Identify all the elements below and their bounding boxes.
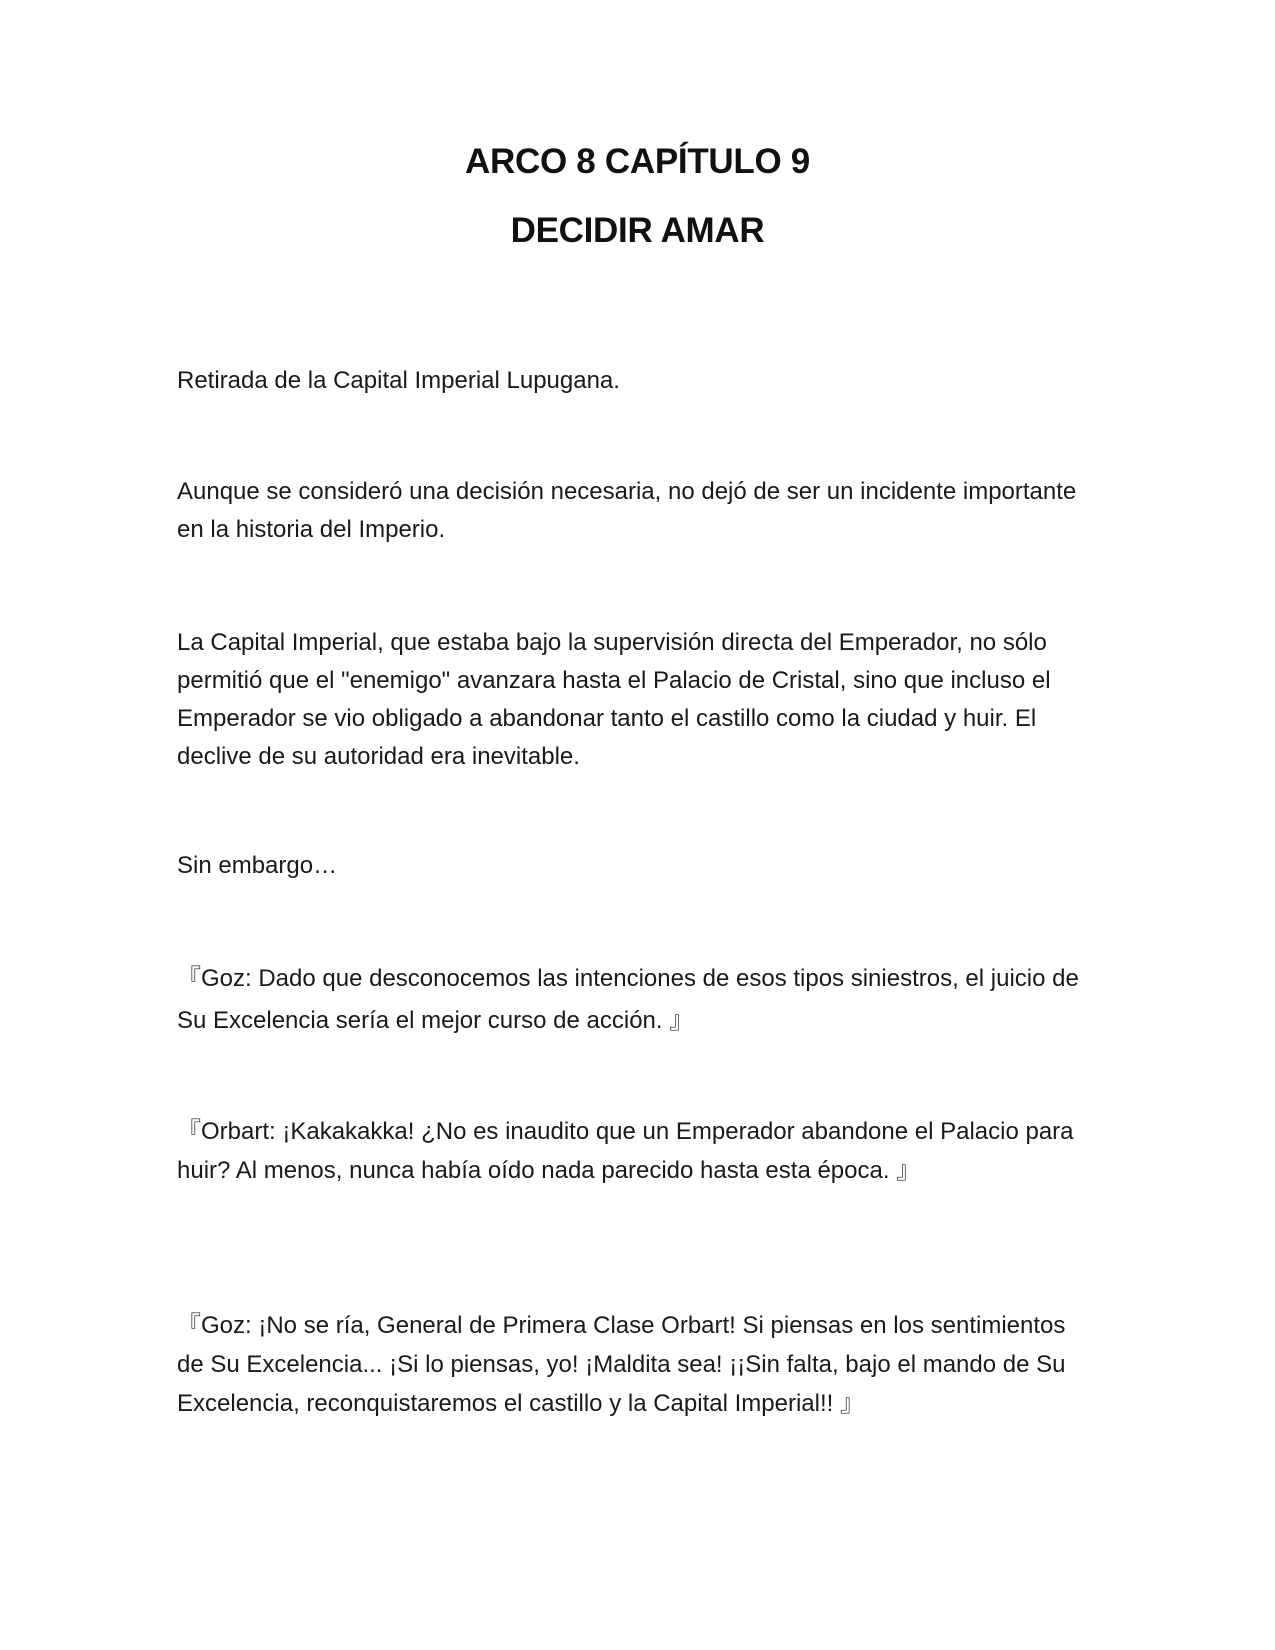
dialogue-paragraph: 『Orbart: ¡Kakakakka! ¿No es inaudito que un Emperador abandone el Palacio para huir? Al menos, nunca había oído nada parecido hasta esta época. 』 — [177, 1118, 1074, 1184]
dialogue-paragraph: 『Goz: Dado que desconocemos las intenciones de esos tipos siniestros, el juicio de Su Excelencia sería el mejor curso de acción. 』 — [177, 965, 1079, 1034]
paragraph: Retirada de la Capital Imperial Lupugana. — [177, 367, 620, 394]
paragraph: Aunque se consideró una decisión necesaria, no dejó de ser un incidente importante en la historia del Imperio. — [177, 478, 1077, 543]
chapter-heading — [0, 142, 1275, 251]
paragraph: Sin embargo… — [177, 852, 338, 879]
dialogue-paragraph: 『Goz: ¡No se ría, General de Primera Clase Orbart! Si piensas en los sentimientos de Su Excelencia... ¡Si lo piensas, yo! ¡Maldita sea! ¡¡Sin falta, bajo el mando de Su Excelencia, reconquistaremos el castillo y la Capital Imperial!! 』 — [177, 1312, 1066, 1417]
chapter-subtitle: DECIDIR AMAR — [510, 211, 765, 250]
chapter-title: ARCO 8 CAPÍTULO 9 — [465, 142, 810, 181]
paragraph: La Capital Imperial, que estaba bajo la supervisión directa del Emperador, no sólo permitió que el "enemigo" avanzara hasta el Palacio de Cristal, sino que incluso el Emperador se vio obligado a abandonar tanto el castillo como la ciudad y huir. El declive de su autoridad era inevitable. — [177, 629, 1051, 770]
